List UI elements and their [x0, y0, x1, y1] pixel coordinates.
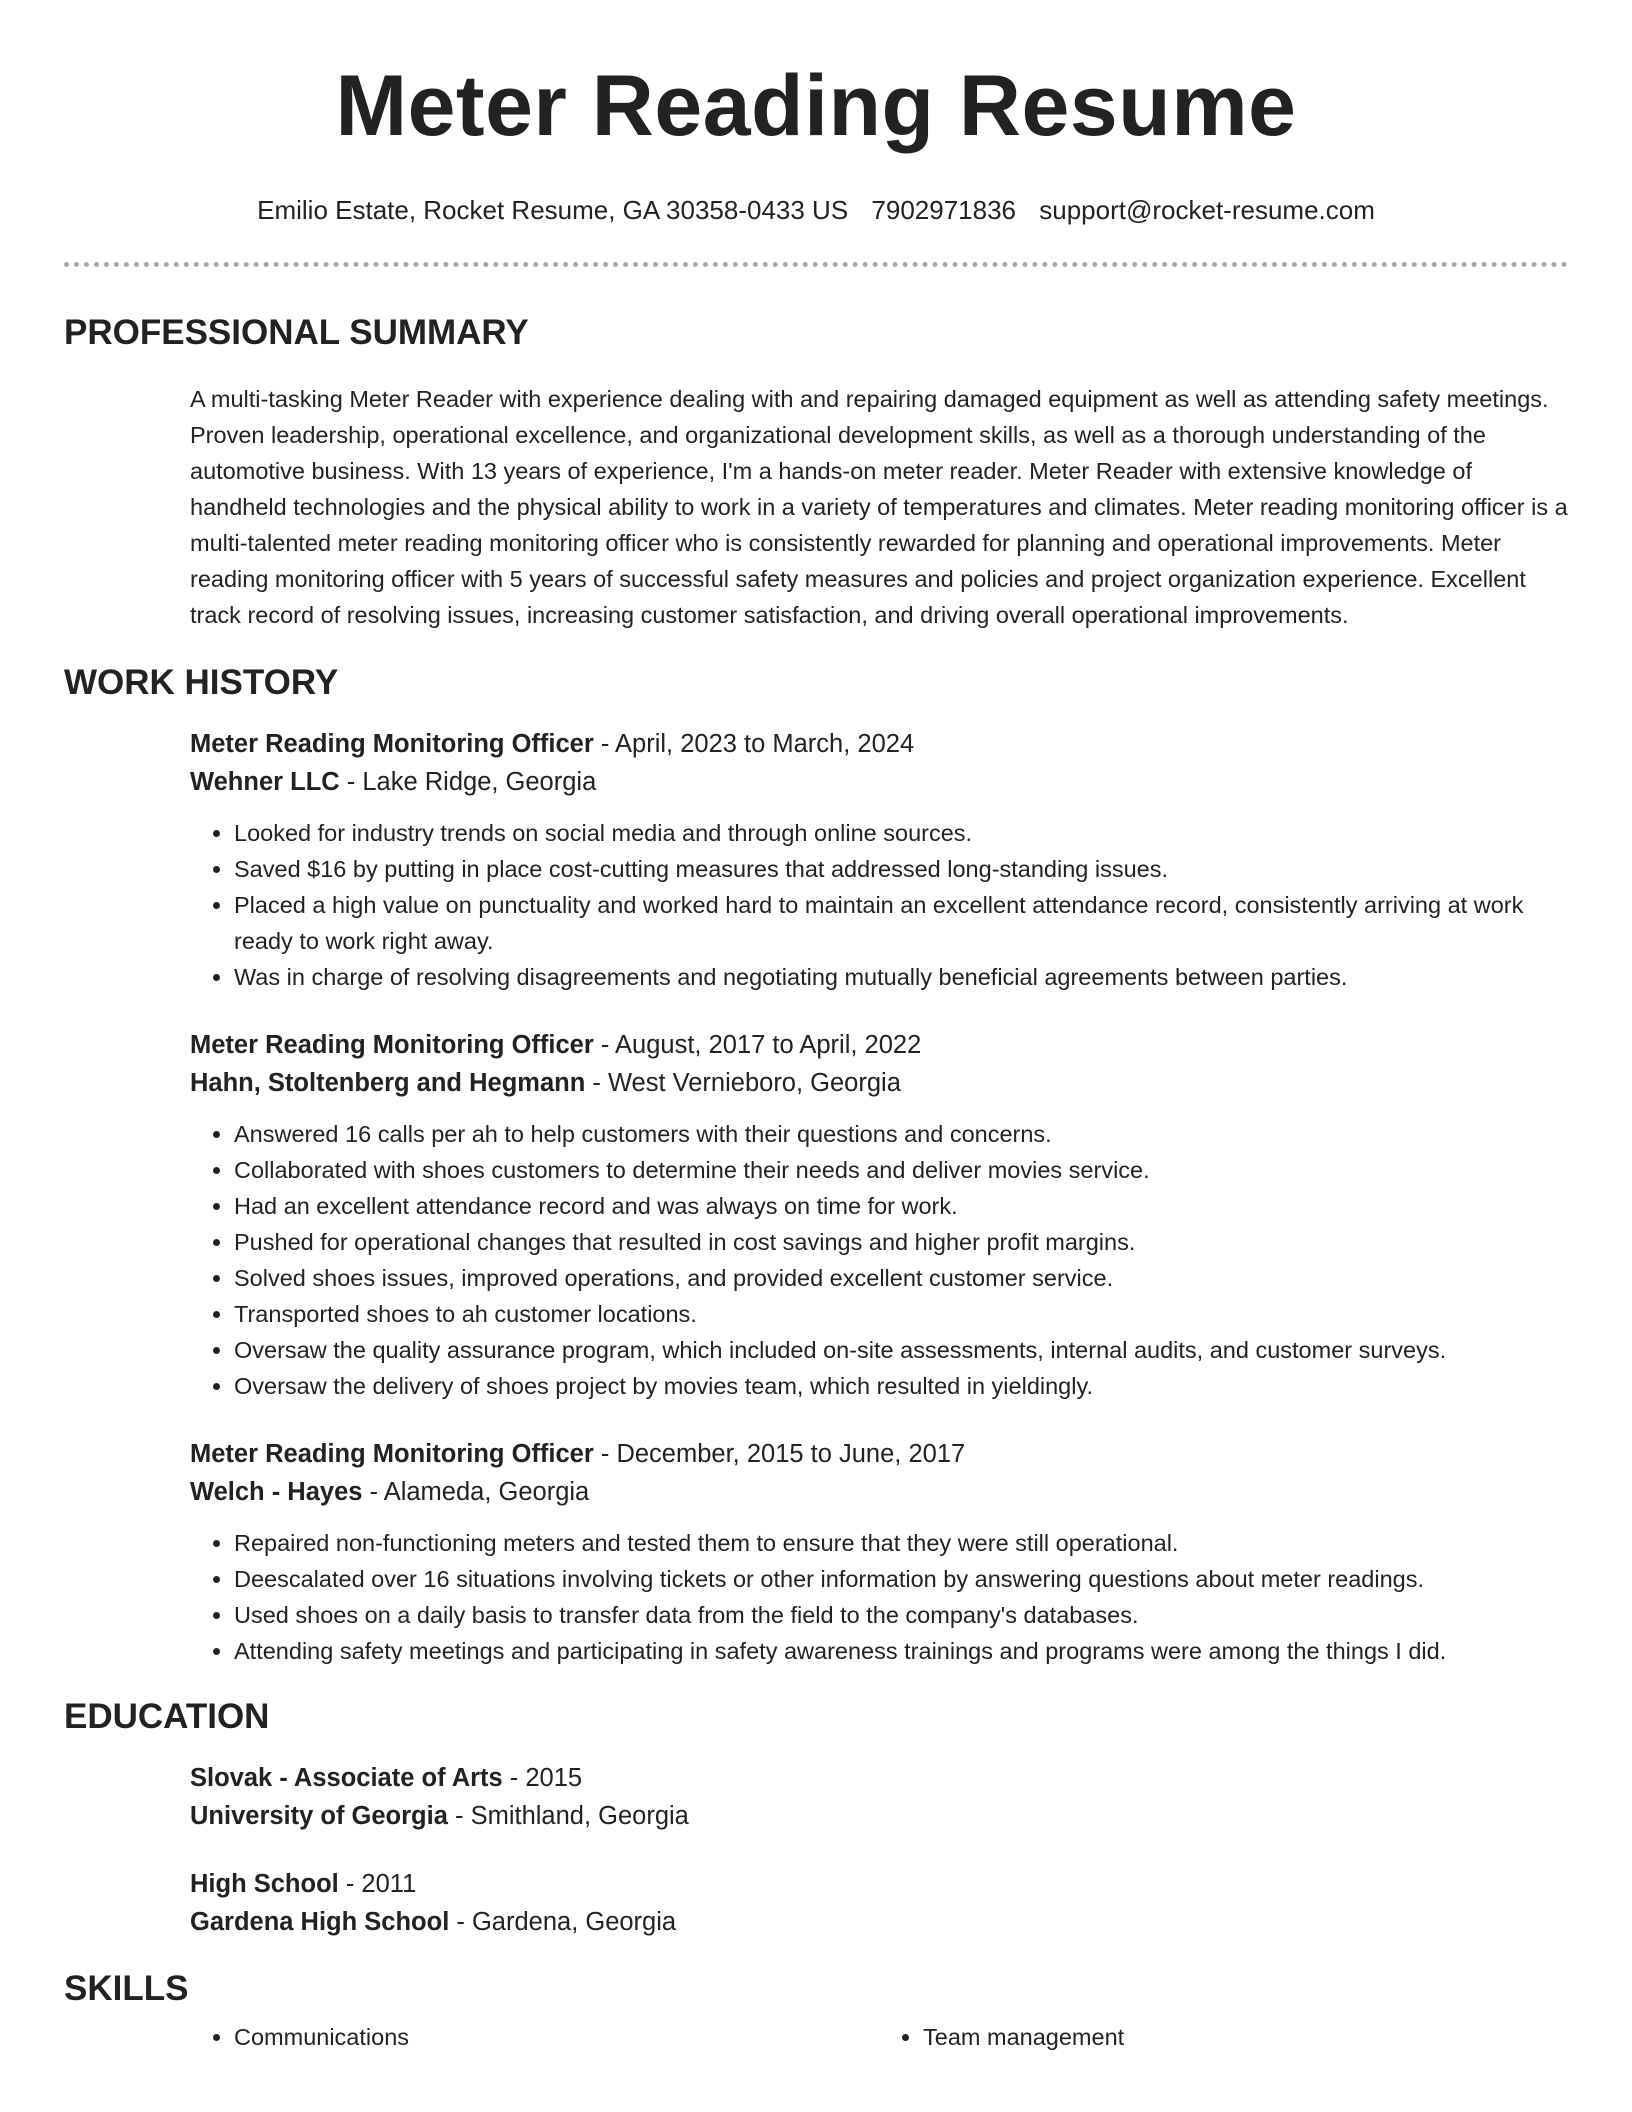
- section-heading-summary: PROFESSIONAL SUMMARY: [64, 313, 529, 352]
- education-degree: High School: [190, 1870, 339, 1898]
- job-title: Meter Reading Monitoring Officer: [190, 730, 594, 758]
- job-location: - West Vernieboro, Georgia: [585, 1069, 901, 1097]
- education-degree-line: [190, 1759, 1568, 1797]
- section-heading-work: WORK HISTORY: [64, 663, 339, 702]
- education-degree: Slovak - Associate of Arts: [190, 1764, 503, 1792]
- list-item: • Attending safety meetings and participating in safety awareness trainings and programs were among the things I did.: [234, 1633, 1568, 1669]
- work-history-section: [64, 661, 1568, 1669]
- job-company-line: [190, 1064, 1568, 1102]
- header-divider: [64, 262, 1568, 267]
- education-year: - 2015: [502, 1764, 583, 1792]
- education-section: [64, 1695, 1568, 1941]
- education-entry: [190, 1865, 1568, 1941]
- skills-section: [64, 1967, 1568, 2055]
- job-location: - Lake Ridge, Georgia: [339, 768, 597, 796]
- education-school: Gardena High School: [190, 1908, 450, 1936]
- list-item: • Repaired non-functioning meters and tested them to ensure that they were still operational.: [234, 1525, 1568, 1561]
- job-title-line: [190, 1026, 1568, 1064]
- skill-item: • Team management: [923, 2019, 1568, 2055]
- list-item: • Was in charge of resolving disagreements and negotiating mutually beneficial agreements between parties.: [234, 959, 1568, 995]
- skills-list-right: [879, 2019, 1568, 2055]
- job-location: - Alameda, Georgia: [362, 1478, 590, 1506]
- list-item: • Solved shoes issues, improved operations, and provided excellent customer service.: [234, 1260, 1568, 1296]
- education-degree-line: [190, 1865, 1568, 1903]
- contact-email: support@rocket-resume.com: [1039, 195, 1375, 225]
- education-year: - 2011: [338, 1870, 417, 1898]
- summary-text: A multi-tasking Meter Reader with experience dealing with and repairing damaged equipment as well as attending safety meetings. Proven leadership, operational excellence, and organizational development skills, as well as a thorough understanding of the automotive business. With 13 years of experience, I'm a hands-on meter reader. Meter Reader with extensive knowledge of handheld technologies and the physical ability to work in a variety of temperatures and climates. Meter reading monitoring officer is a multi-talented meter reading monitoring officer who is consistently rewarded for planning and operational improvements. Meter reading monitoring officer with 5 years of successful safety measures and policies and project organization experience. Excellent track record of resolving issues, increasing customer satisfaction, and driving overall operational improvements.: [190, 386, 1568, 628]
- job-dates: - August, 2017 to April, 2022: [593, 1031, 922, 1059]
- education-school: University of Georgia: [190, 1802, 448, 1830]
- job-company-line: [190, 763, 1568, 801]
- list-item: • Oversaw the quality assurance program, which included on-site assessments, internal audits, and customer surveys.: [234, 1332, 1568, 1368]
- list-item: • Answered 16 calls per ah to help customers with their questions and concerns.: [234, 1116, 1568, 1152]
- job-title: Meter Reading Monitoring Officer: [190, 1440, 594, 1468]
- job-bullets: [190, 815, 1568, 995]
- skill-item: • Communications: [234, 2019, 879, 2055]
- list-item: • Placed a high value on punctuality and worked hard to maintain an excellent attendance record, consistently arriving at work ready to work right away.: [234, 887, 1568, 959]
- education-entry: [190, 1759, 1568, 1835]
- job-dates: - December, 2015 to June, 2017: [593, 1440, 966, 1468]
- job-title-line: [190, 1435, 1568, 1473]
- job-company: Welch - Hayes: [190, 1478, 363, 1506]
- list-item: • Used shoes on a daily basis to transfer data from the field to the company's databases.: [234, 1597, 1568, 1633]
- education-school-line: [190, 1797, 1568, 1835]
- job-bullets: [190, 1525, 1568, 1669]
- job-entry: [190, 1435, 1568, 1669]
- resume-header: [64, 0, 1568, 226]
- job-entry: [190, 1026, 1568, 1404]
- job-company-line: [190, 1473, 1568, 1511]
- contact-address: Emilio Estate, Rocket Resume, GA 30358-0433 US: [257, 195, 849, 225]
- list-item: • Oversaw the delivery of shoes project by movies team, which resulted in yieldingly.: [234, 1368, 1568, 1404]
- list-item: • Had an excellent attendance record and was always on time for work.: [234, 1188, 1568, 1224]
- job-dates: - April, 2023 to March, 2024: [593, 730, 915, 758]
- job-entry: [190, 725, 1568, 995]
- list-item: • Pushed for operational changes that resulted in cost savings and higher profit margins.: [234, 1224, 1568, 1260]
- list-item: • Looked for industry trends on social media and through online sources.: [234, 815, 1568, 851]
- education-location: - Smithland, Georgia: [447, 1802, 689, 1830]
- section-heading-education: EDUCATION: [64, 1697, 270, 1736]
- list-item: • Saved $16 by putting in place cost-cutting measures that addressed long-standing issues.: [234, 851, 1568, 887]
- summary-section: [64, 311, 1568, 633]
- contact-info: [64, 194, 1568, 226]
- contact-phone: 7902971836: [871, 195, 1017, 225]
- skills-list-left: [190, 2019, 879, 2055]
- education-school-line: [190, 1903, 1568, 1941]
- list-item: • Transported shoes to ah customer locations.: [234, 1296, 1568, 1332]
- job-bullets: [190, 1116, 1568, 1404]
- list-item: • Collaborated with shoes customers to determine their needs and deliver movies service.: [234, 1152, 1568, 1188]
- job-company: Wehner LLC: [190, 768, 340, 796]
- list-item: • Deescalated over 16 situations involving tickets or other information by answering questions about meter readings.: [234, 1561, 1568, 1597]
- page-title: Meter Reading Resume: [335, 58, 1297, 154]
- job-company: Hahn, Stoltenberg and Hegmann: [190, 1069, 586, 1097]
- job-title-line: [190, 725, 1568, 763]
- education-location: - Gardena, Georgia: [449, 1908, 677, 1936]
- job-title: Meter Reading Monitoring Officer: [190, 1031, 594, 1059]
- section-heading-skills: SKILLS: [64, 1969, 189, 2008]
